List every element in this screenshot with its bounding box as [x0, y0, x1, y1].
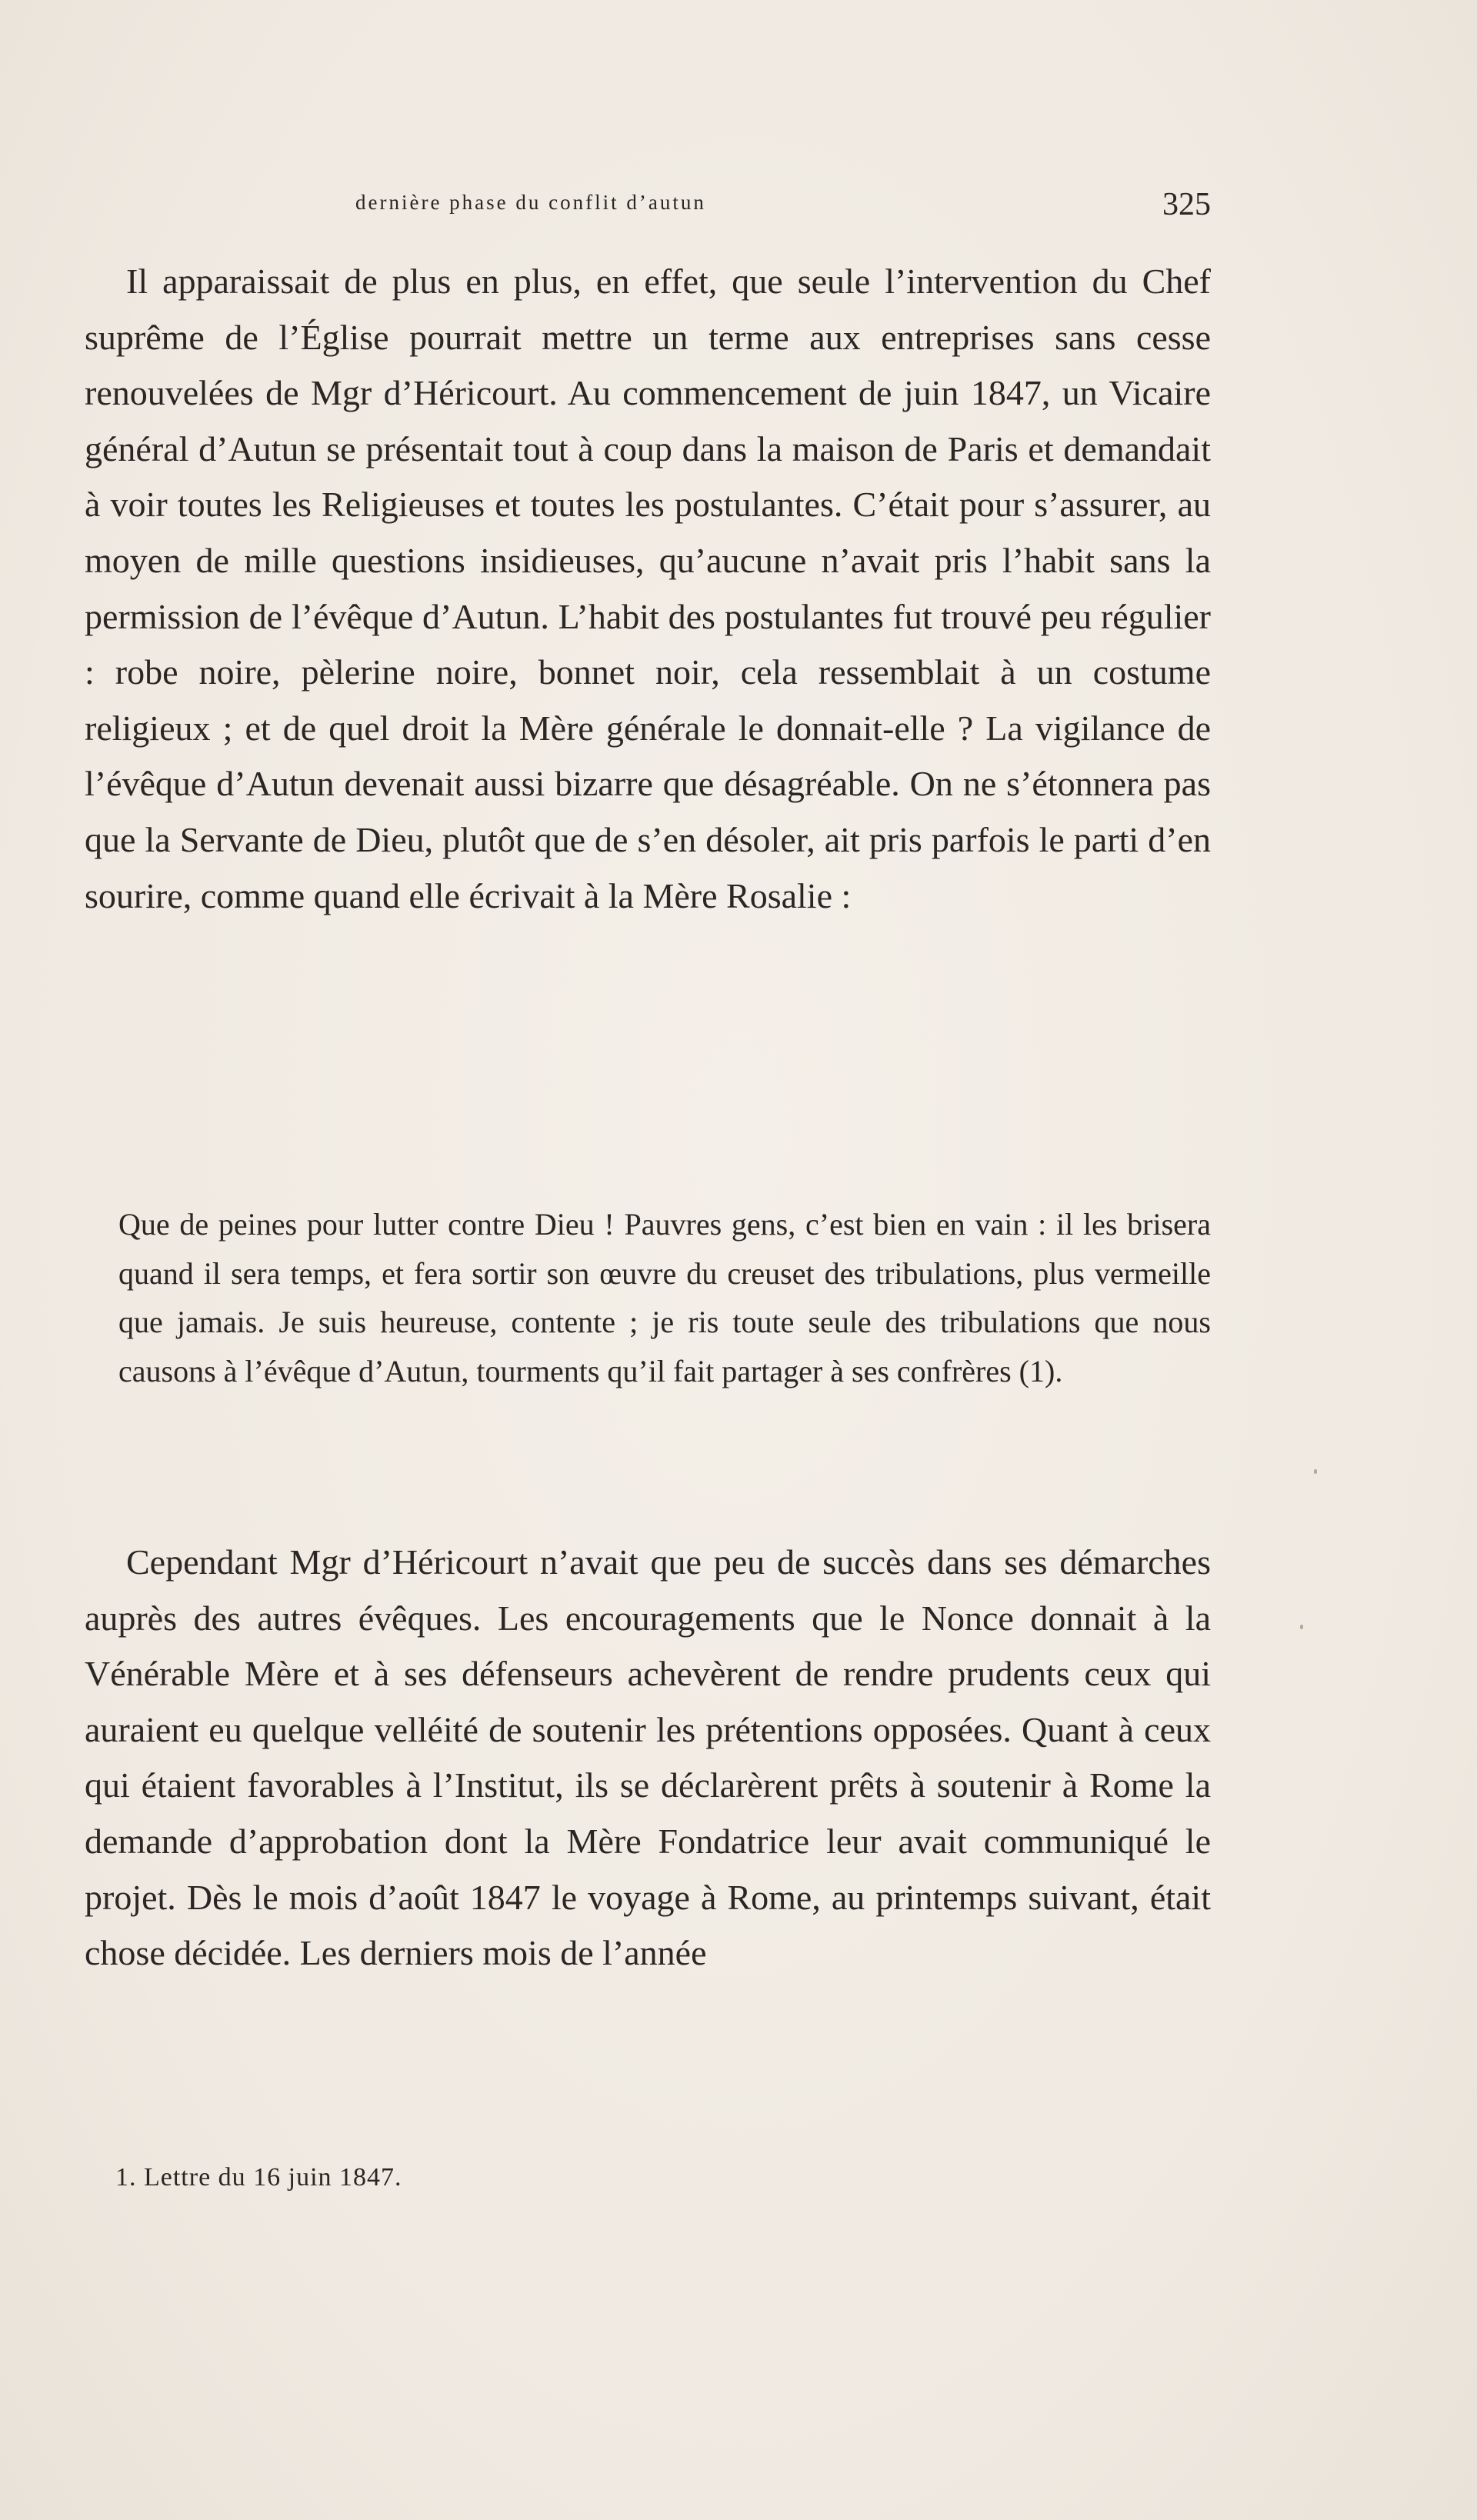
page-number: 325 — [1162, 187, 1211, 222]
paper-speck — [1300, 1625, 1303, 1629]
quoted-letter: Que de peines pour lutter contre Dieu ! Pauvres gens, c’est bien en vain : il les brisera quand il sera temps, et fera sortir son œuvre du creuset des tribulations, plus vermeille que jamais. Je suis heureuse, contente ; je ris toute seule des tribulations que nous causons à l’évêque d’Autun, tourments qu’il fait partager à ses confrères (1). — [118, 1207, 1211, 1388]
paper-speck — [1314, 1469, 1317, 1474]
paragraph-2: Cependant Mgr d’Héricourt n’avait que peu de succès dans ses démarches auprès des autres évêques. Les encouragements que le Nonce donnait à la Vénérable Mère et à ses défenseurs achevèrent de rendre prudents ceux qui auraient eu quelque velléité de soutenir les prétentions opposées. Quant à ceux qui étaient favorables à l’Institut, ils se déclarèrent prêts à soutenir à Rome la demande d’approbation dont la Mère Fondatrice leur avait communiqué le projet. Dès le mois d’août 1847 le voyage à Rome, au printemps suivant, était chose décidée. Les derniers mois de l’année — [85, 1542, 1211, 1973]
paragraph-1: Il apparaissait de plus en plus, en effet, que seule l’intervention du Chef suprême de l’Église pourrait mettre un terme aux entreprises sans cesse renouvelées de Mgr d’Héricourt. Au commencement de juin 1847, un Vicaire général d’Autun se présentait tout à coup dans la maison de Paris et demandait à voir toutes les Religieuses et toutes les postulantes. C’était pour s’assurer, au moyen de mille questions insidieuses, qu’aucune n’avait pris l’habit sans la permission de l’évêque d’Autun. L’habit des postulantes fut trouvé peu régulier : robe noire, pèlerine noire, bonnet noir, cela ressemblait à un costume religieux ; et de quel droit la Mère générale le donnait-elle ? La vigilance de l’évêque d’Autun devenait aussi bizarre que désagréable. On ne s’étonnera pas que la Servante de Dieu, plutôt que de s’en désoler, ait pris parfois le parti d’en sourire, comme quand elle écrivait à la Mère Rosalie : — [85, 262, 1211, 915]
footnote: 1. Lettre du 16 juin 1847. — [115, 2163, 402, 2192]
running-title: dernière phase du conflit d’autun — [355, 191, 706, 214]
page-header — [355, 187, 1211, 222]
